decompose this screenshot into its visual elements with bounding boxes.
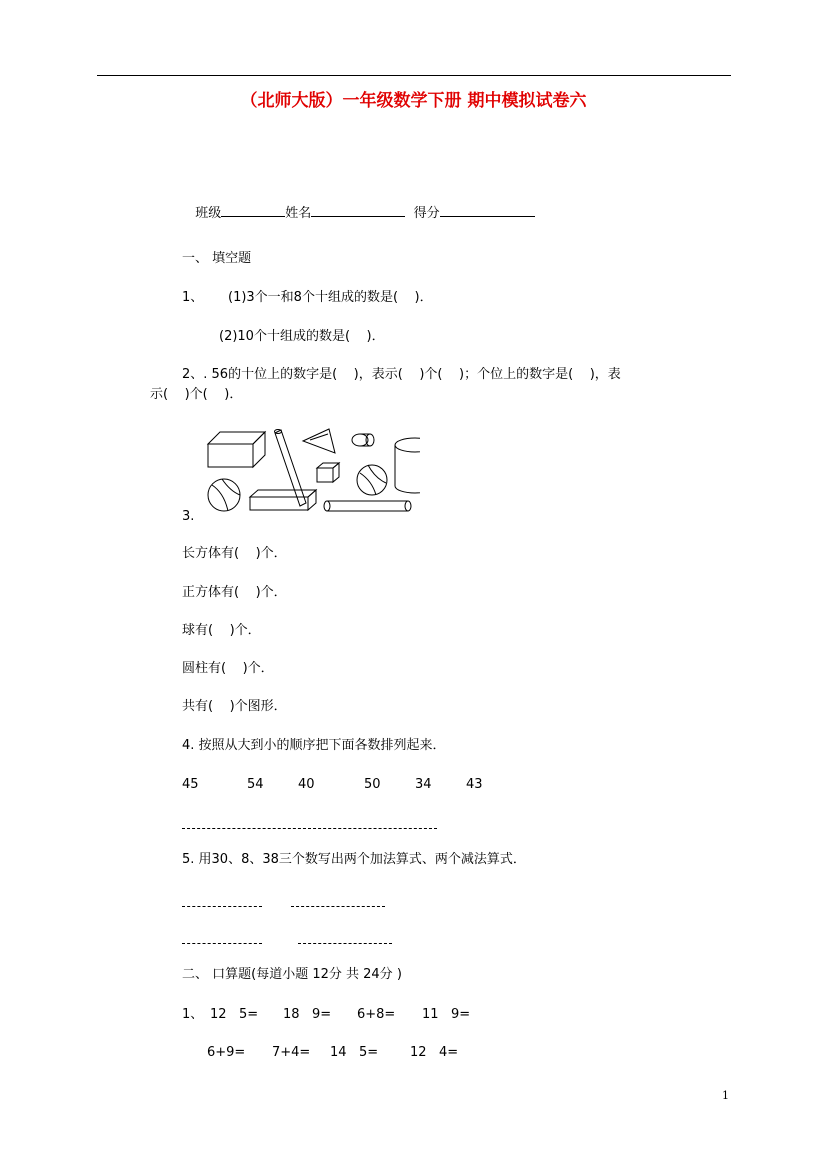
q3-number: 3. xyxy=(182,509,195,524)
mental-problem: 6+8= xyxy=(357,1007,396,1022)
q3-cylinder: 圆柱有( )个． xyxy=(182,661,274,676)
mental-problem: 18 9= xyxy=(283,1007,332,1022)
big-cylinder-shape xyxy=(395,438,420,493)
q4-number: 45 xyxy=(182,777,199,792)
q1-part-b: (2)10个十组成的数是( )． xyxy=(219,329,385,344)
class-label: 班级 xyxy=(195,206,222,221)
q4-prompt: 4. 按照从大到小的顺序把下面各数排列起来． xyxy=(182,738,446,753)
q2-line1: 2、. 56的十位上的数字是( )，表示( )个( )；个位上的数字是( )，表 xyxy=(182,367,621,382)
long-cylinder-shape xyxy=(324,501,411,511)
triangle-shape xyxy=(303,429,335,453)
page-title: （北师大版）一年级数学下册 期中模拟试卷六 xyxy=(240,91,587,111)
rod-shape xyxy=(275,430,307,507)
mental-problem: 14 5= xyxy=(330,1045,379,1060)
q4-number: 34 xyxy=(415,777,432,792)
q5-prompt: 5. 用30、8、38三个数写出两个加法算式、两个减法算式． xyxy=(182,852,526,867)
q2-line2: 示( )个( )． xyxy=(150,387,243,402)
solid-shapes-figure xyxy=(200,423,420,515)
q5-answer-line[interactable] xyxy=(298,943,392,944)
q3-cube: 正方体有( )个． xyxy=(182,585,287,600)
q5-answer-line[interactable] xyxy=(182,906,262,907)
q4-number: 54 xyxy=(247,777,264,792)
q4-number: 50 xyxy=(364,777,381,792)
q4-answer-line[interactable] xyxy=(182,828,437,829)
cuboid-shape-2 xyxy=(250,490,316,510)
mental-problem: 11 9= xyxy=(422,1007,471,1022)
header-rule xyxy=(97,75,731,76)
score-label: 得分 xyxy=(413,206,440,221)
page-number: 1 xyxy=(722,1089,729,1102)
small-cylinder-shape xyxy=(352,434,374,446)
mental-problem: 6+9= xyxy=(207,1045,246,1060)
q3-cuboid: 长方体有( )个． xyxy=(182,546,287,561)
mental-problem: 12 5= xyxy=(210,1007,259,1022)
section1-heading: 一、 填空题 xyxy=(182,251,252,266)
q4-number: 43 xyxy=(466,777,483,792)
name-blank[interactable] xyxy=(311,204,405,217)
cube-shape xyxy=(317,463,339,482)
ball-shape-2 xyxy=(208,479,240,511)
mental-problem: 12 4= xyxy=(410,1045,459,1060)
mental-problem: 7+4= xyxy=(272,1045,311,1060)
cuboid-shape-1 xyxy=(208,432,265,467)
section2-heading: 二、 口算题(每道小题 12分 共 24分 ) xyxy=(182,967,402,982)
q3-sphere: 球有( )个． xyxy=(182,623,261,638)
q5-answer-line[interactable] xyxy=(182,943,262,944)
q4-number: 40 xyxy=(298,777,315,792)
ball-shape-1 xyxy=(357,465,387,495)
class-blank[interactable] xyxy=(221,204,285,217)
score-blank[interactable] xyxy=(440,204,535,217)
info-line xyxy=(187,191,535,220)
mental-row1-number: 1、 xyxy=(182,1007,204,1022)
q5-answer-line[interactable] xyxy=(291,906,385,907)
name-label: 姓名 xyxy=(285,206,312,221)
q1-number: 1、 xyxy=(182,290,204,305)
q1-part-a: (1)3个一和8个十组成的数是( )． xyxy=(228,290,433,305)
q3-total: 共有( )个图形． xyxy=(182,699,287,714)
